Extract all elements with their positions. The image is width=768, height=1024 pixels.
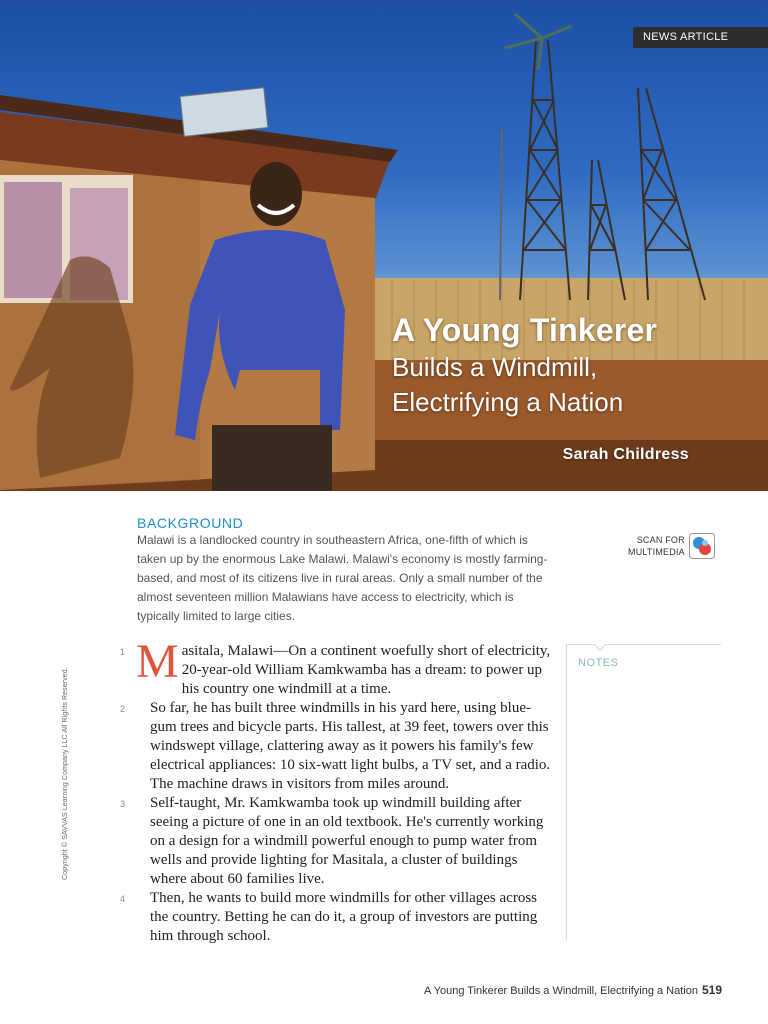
windmill-blades [505, 14, 572, 70]
paragraph-4 [120, 889, 556, 946]
paragraph-text: Self-taught, Mr. Kamkwamba took up windmill building after seeing a picture of one in an old textbook. He's currently working on a design for a windmill powerful enough to pump water from wells and provide lighting for Masitala, a cluster of buildings where about 60 families live. [150, 795, 544, 887]
paragraph-number: 3 [120, 799, 126, 809]
notes-notch-icon [594, 644, 606, 651]
paragraph-text: asitala, Malawi—On a continent woefully short of electricity, 20-year-old William Kamkwamba has a dream: to power up his country one windmill at a time. [181, 643, 551, 697]
author-name: Sarah Childress [562, 446, 689, 463]
paragraph-1 [120, 635, 556, 699]
paragraph-3 [120, 794, 556, 889]
notes-label: NOTES [578, 657, 619, 669]
page-number: 519 [701, 983, 722, 997]
multimedia-icon[interactable] [689, 533, 715, 559]
windmill-tower-tall [520, 40, 570, 300]
scan-for-multimedia[interactable] [628, 533, 715, 559]
copyright-notice: Copyright © SAVVAS Learning Company LLC All Rights Reserved. [62, 667, 69, 880]
drop-cap: M [136, 635, 179, 688]
solar-panel [180, 88, 268, 137]
article-body [120, 635, 556, 946]
windmill-tower-right [638, 88, 705, 300]
paragraph-number: 2 [120, 704, 126, 714]
paragraph-text: So far, he has built three windmills in his yard here, using blue-gum trees and bicycle parts. His tallest, at 39 feet, towers over this windswept village, clattering away as it powers his family's few electrical appliances: 10 six-watt light bulbs, a TV set, and a radio. The machine draws in visitors from miles around. [150, 700, 551, 792]
man-head [250, 162, 302, 226]
notes-panel[interactable] [566, 644, 721, 940]
title-sub-line-2: Electrifying a Nation [392, 387, 624, 417]
article-title [392, 311, 657, 419]
scan-label: SCAN FOR MULTIMEDIA [628, 535, 685, 557]
background-heading: BACKGROUND [137, 515, 244, 531]
title-sub-line-1: Builds a Windmill, [392, 352, 598, 382]
page-footer [424, 983, 722, 997]
man-trousers [212, 425, 332, 491]
paragraph-2 [120, 699, 556, 794]
paragraph-number: 4 [120, 894, 126, 904]
paragraph-number: 1 [120, 647, 126, 657]
footer-title: A Young Tinkerer Builds a Windmill, Electrifying a Nation [424, 985, 698, 997]
hero-photo [0, 0, 768, 491]
title-main: A Young Tinkerer [392, 312, 658, 348]
background-text: Malawi is a landlocked country in southeastern Africa, one-fifth of which is taken up by the enormous Lake Malawi. Malawi's economy is mostly farming-based, and most of its citizens live in rural areas. Only a small number of the almost seventeen million Malawians have access to electricity, which is typically limited to large cities. [137, 533, 548, 623]
paragraph-text: Then, he wants to build more windmills for other villages across the country. Betting he can do it, a group of investors are putting him through school. [150, 890, 538, 944]
article-type-tag: NEWS ARTICLE [633, 27, 768, 48]
